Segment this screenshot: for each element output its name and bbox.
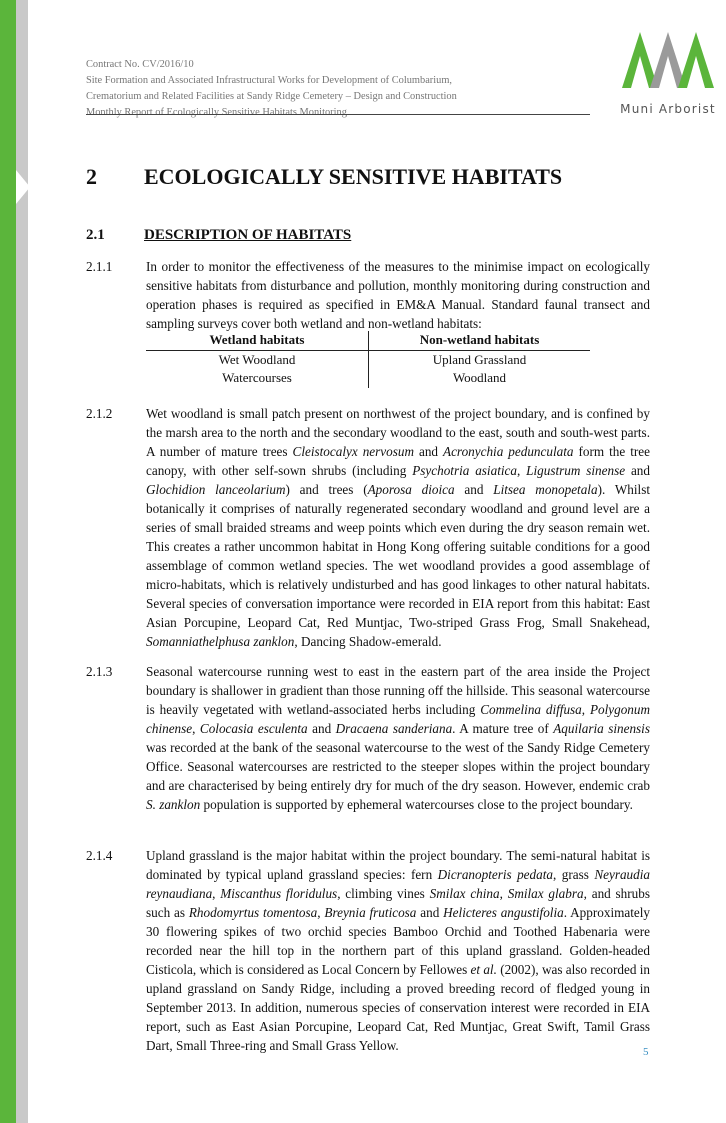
species-name: Helicteres angustifolia — [443, 905, 564, 920]
header-divider — [86, 114, 590, 115]
paragraph-text — [146, 662, 650, 814]
species-name: Aporosa dioica — [367, 482, 455, 497]
species-name: Commelina diffusa — [480, 702, 582, 717]
table-header-wetland: Wetland habitats — [146, 331, 369, 350]
margin-arrow-marker — [16, 170, 30, 204]
paragraph-text — [146, 404, 650, 651]
species-name: Colocasia esculenta — [199, 721, 308, 736]
species-name: Neyraudia reynaudiana — [146, 867, 651, 901]
section-number: 2.1 — [86, 227, 105, 243]
species-name: Smilax glabra — [507, 886, 584, 901]
header-report-title: Monthly Report of Ecologically Sensitive Habitats Monitoring — [86, 107, 347, 118]
table-cell: Upland Grassland — [432, 351, 527, 367]
section-title: DESCRIPTION OF HABITATS — [144, 227, 352, 243]
paragraph-2-1-1 — [86, 257, 650, 333]
species-name: et al. — [470, 962, 497, 977]
page-number: 5 — [643, 1046, 649, 1058]
species-name: Psychotria asiatica — [412, 463, 517, 478]
species-name: Dracaena sanderiana — [335, 721, 453, 736]
header-project-line-1: Site Formation and Associated Infrastructural Works for Development of Columbarium, — [86, 75, 453, 86]
table-header-non-wetland: Non-wetland habitats — [369, 331, 591, 350]
species-name: S. zanklon — [146, 797, 201, 812]
table-cell: Wet Woodland — [146, 350, 369, 369]
paragraph-text — [146, 846, 650, 1055]
paragraph-number: 2.1.1 — [86, 259, 113, 274]
species-name: Smilax china — [429, 886, 500, 901]
document-header — [86, 57, 596, 121]
species-name: Acronychia pedunculata — [443, 444, 574, 459]
habitat-table — [146, 331, 590, 388]
paragraph-body: Seasonal watercourse running west to east in the eastern part of the area inside the Project boundary is shallower in gradient than those running off the hillside. This seasonal watercourse is heavily vegetated with wetland-associated herbs including Commelina diffusa, Polygonum chinense, Colocasia esculenta and Dracaena sanderiana. A mature tree of Aquilaria sinensis was recorded at the bank of the seasonal watercourse to the west of the Sandy Ridge Cemetery Office. Seasonal watercourses are restricted to the steeper slopes within the project boundary and are characterised by being entirely dry for much of the dry season. However, endemic crab S. zanklon population is supported by ephemeral watercourses close to the project boundary. — [146, 664, 651, 812]
paragraph-2-1-4 — [86, 846, 650, 1055]
paragraph-body: Wet woodland is small patch present on northwest of the project boundary, and is confined by the marsh area to the north and the secondary woodland to the east, south and south-west parts. A number of mature trees Cleistocalyx nervosum and Acronychia pedunculata form the tree canopy, with other self-sown shrubs (including Psychotria asiatica, Ligustrum sinense and Glochidion lanceolarium) and trees (Aporosa dioica and Litsea monopetala). Whilst botanically it comprises of naturally regenerated secondary woodland and ground level are a series of small braided streams and weep points which even during the dry season remain wet. This creates a rather uncommon habitat in Hong Kong offering suitable conditions for a good assemblage of common wetland species. The wet woodland provides a good assemblage of micro-habitats, which is relatively undisturbed and has good linkages to other natural habitats. Several species of conversation importance were recorded in EIA report from this habitat: East Asian Porcupine, Leopard Cat, Red Muntjac, Two-striped Grass Frog, Small Snakehead, Somanniathelphusa zanklon, Dancing Shadow-emerald. — [146, 406, 650, 649]
species-name: Miscanthus floridulus — [220, 886, 338, 901]
muni-arborist-logo-icon — [618, 26, 718, 94]
table-cell: Watercourses — [146, 369, 369, 388]
species-name: Somanniathelphusa zanklon — [146, 634, 295, 649]
paragraph-number: 2.1.4 — [86, 848, 113, 863]
left-margin-green-bar — [0, 0, 16, 1123]
species-name: Cleistocalyx nervosum — [292, 444, 414, 459]
species-name: Rhodomyrtus tomentosa — [188, 905, 318, 920]
table-header-row — [146, 331, 590, 350]
table-row — [146, 350, 590, 369]
logo-wordmark: Muni Arborist — [620, 102, 716, 116]
table-row — [146, 369, 590, 388]
species-name: Polygonum chinense — [146, 702, 651, 736]
chapter-number: 2 — [86, 164, 97, 189]
paragraph-number: 2.1.3 — [86, 664, 113, 679]
paragraph-body: In order to monitor the effectiveness of the measures to the minimise impact on ecologically sensitive habitats from disturbance and pollution, monthly monitoring during construction and operation phases is required as specified in EM&A Manual. Standard faunal transect and sampling surveys cover both wetland and non-wetland habitats: — [146, 259, 650, 331]
paragraph-text — [146, 257, 650, 333]
header-project-line-2: Crematorium and Related Facilities at Sandy Ridge Cemetery – Design and Construction — [86, 91, 457, 102]
table-cell: Woodland — [452, 370, 507, 385]
company-logo — [612, 26, 722, 121]
species-name: Aquilaria sinensis — [553, 721, 650, 736]
paragraph-2-1-3 — [86, 662, 650, 814]
header-contract-number: Contract No. CV/2016/10 — [86, 59, 194, 70]
paragraph-2-1-2 — [86, 404, 650, 651]
chapter-title: ECOLOGICALLY SENSITIVE HABITATS — [144, 164, 563, 189]
paragraph-body: Upland grassland is the major habitat within the project boundary. The semi-natural habitat is dominated by typical upland grassland species: fern Dicranopteris pedata, grass Neyraudia reynaudiana, Miscanthus floridulus, climbing vines Smilax china, Smilax glabra, and shrubs such as Rhodomyrtus tomentosa, Breynia fruticosa and Helicteres angustifolia. Approximately 30 flowering spikes of two orchid species Bamboo Orchid and Toothed Habenaria were recorded near the hill top in the northern part of this upland grassland. Golden-headed Cisticola, which is considered as Local Concern by Fellowes et al. (2002), was also recorded in upland grassland on Sandy Ridge, including a proved breeding record of fledged young in September 2013. In addition, numerous species of conservation interest were recorded in EIA report, such as East Asian Porcupine, Leopard Cat, Red Muntjac, Great Swift, Tamil Grass Dart, Small Three-ring and Small Grass Yellow. — [146, 848, 651, 1053]
paragraph-number: 2.1.2 — [86, 406, 113, 421]
species-name: Glochidion lanceolarium — [146, 482, 286, 497]
species-name: Breynia fruticosa — [324, 905, 417, 920]
species-name: Ligustrum sinense — [526, 463, 626, 478]
left-margin-grey-bar — [16, 0, 28, 1123]
species-name: Litsea monopetala — [493, 482, 598, 497]
species-name: Dicranopteris pedata — [437, 867, 553, 882]
